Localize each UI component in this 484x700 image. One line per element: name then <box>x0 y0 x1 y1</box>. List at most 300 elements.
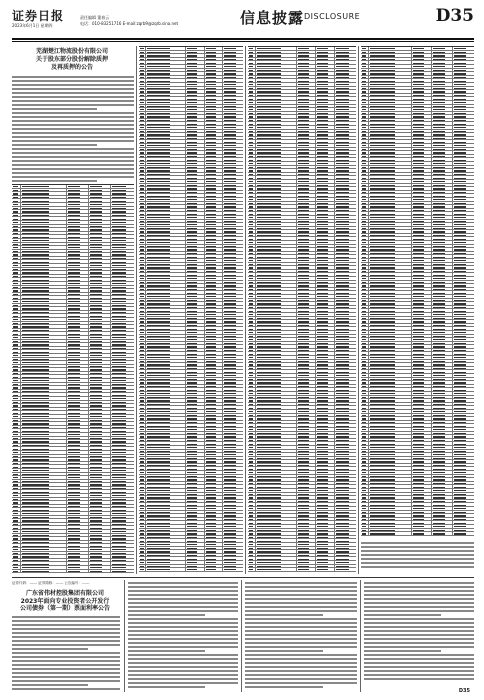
table-cell <box>205 489 224 492</box>
table-cell <box>12 429 21 432</box>
table-cell <box>223 313 243 316</box>
table-cell <box>186 467 205 470</box>
table-cell <box>335 543 356 546</box>
table-cell <box>369 115 412 118</box>
table-cell <box>139 144 146 147</box>
table-cell <box>335 288 356 291</box>
text-line <box>128 586 238 588</box>
table-cell <box>111 257 134 260</box>
table-cell <box>316 485 335 488</box>
table-cell <box>256 324 297 327</box>
table-cell <box>297 291 316 294</box>
table-cell <box>186 51 205 54</box>
table-cell <box>361 439 369 442</box>
table-cell <box>205 140 224 143</box>
table-cell <box>67 390 89 393</box>
table-cell <box>223 399 243 402</box>
table-cell <box>139 90 146 93</box>
table-cell <box>223 331 243 334</box>
table-cell <box>256 83 297 86</box>
table-cell <box>146 439 186 442</box>
table-cell <box>146 349 186 352</box>
table-cell <box>248 378 256 381</box>
table-cell <box>361 205 369 208</box>
table-cell <box>186 417 205 420</box>
table-cell <box>139 130 146 133</box>
table-cell <box>146 54 186 57</box>
table-cell <box>316 245 335 248</box>
table-cell <box>297 565 316 568</box>
table-cell <box>205 180 224 183</box>
table-cell <box>412 144 432 147</box>
table-cell <box>111 336 134 339</box>
text-line <box>361 558 474 560</box>
table-cell <box>223 543 243 546</box>
table-cell <box>316 529 335 532</box>
table-cell <box>186 317 205 320</box>
table-cell <box>146 245 186 248</box>
table-cell <box>205 162 224 165</box>
text-line <box>12 628 120 630</box>
table-cell <box>139 489 146 492</box>
table-cell <box>205 295 224 298</box>
table-cell <box>67 318 89 321</box>
text-line <box>12 636 120 638</box>
table-cell <box>316 191 335 194</box>
table-cell <box>369 140 412 143</box>
table-cell <box>223 388 243 391</box>
table-cell <box>248 83 256 86</box>
table-cell <box>361 61 369 64</box>
table-cell <box>21 271 67 274</box>
table-cell <box>453 320 474 323</box>
table-cell <box>223 101 243 104</box>
table-cell <box>223 162 243 165</box>
table-cell <box>223 180 243 183</box>
table-cell <box>223 482 243 485</box>
text-line <box>128 682 238 684</box>
table-cell <box>256 453 297 456</box>
table-cell <box>111 444 134 447</box>
table-cell <box>361 500 369 503</box>
table-cell <box>369 518 412 521</box>
table-cell <box>67 304 89 307</box>
table-cell <box>223 148 243 151</box>
table-cell <box>256 478 297 481</box>
table-cell <box>361 475 369 478</box>
table-cell <box>432 406 452 409</box>
table-cell <box>361 115 369 118</box>
table-cell <box>223 302 243 305</box>
table-cell <box>335 521 356 524</box>
table-cell <box>21 476 67 479</box>
table-cell <box>89 483 111 486</box>
table-cell <box>361 112 369 115</box>
table-cell <box>139 514 146 517</box>
table-cell <box>256 424 297 427</box>
table-cell <box>432 507 452 510</box>
table-cell <box>89 207 111 210</box>
table-cell <box>256 442 297 445</box>
table-cell <box>146 467 186 470</box>
table-cell <box>21 480 67 483</box>
table-cell <box>67 329 89 332</box>
table-cell <box>146 166 186 169</box>
table-cell <box>21 314 67 317</box>
table-cell <box>205 255 224 258</box>
table-cell <box>205 115 224 118</box>
table-cell <box>21 397 67 400</box>
table-cell <box>248 317 256 320</box>
table-cell <box>223 115 243 118</box>
table-cell <box>412 288 432 291</box>
table-cell <box>316 223 335 226</box>
table-cell <box>205 424 224 427</box>
table-cell <box>139 198 146 201</box>
table-cell <box>139 69 146 72</box>
table-cell <box>412 234 432 237</box>
table-cell <box>432 446 452 449</box>
table-cell <box>297 126 316 129</box>
top-headline-line: 及再质押的公告 <box>50 64 93 71</box>
table-cell <box>146 539 186 542</box>
table-cell <box>297 252 316 255</box>
table-cell <box>256 119 297 122</box>
table-cell <box>186 442 205 445</box>
table-cell <box>205 547 224 550</box>
table-cell <box>186 374 205 377</box>
table-cell <box>248 511 256 514</box>
table-cell <box>186 388 205 391</box>
table-cell <box>256 561 297 564</box>
table-cell <box>432 237 452 240</box>
table-cell <box>89 311 111 314</box>
table-cell <box>205 396 224 399</box>
table-cell <box>12 544 21 547</box>
table-cell <box>361 511 369 514</box>
table-cell <box>12 458 21 461</box>
table-cell <box>146 324 186 327</box>
table-cell <box>297 561 316 564</box>
table-cell <box>361 166 369 169</box>
text-line <box>128 582 238 584</box>
table-cell <box>256 61 297 64</box>
table-cell <box>453 140 474 143</box>
table-cell <box>335 245 356 248</box>
text-line <box>245 610 357 612</box>
table-cell <box>12 465 21 468</box>
table-cell <box>139 112 146 115</box>
text-line <box>128 678 238 680</box>
table-cell <box>67 253 89 256</box>
table-cell <box>453 180 474 183</box>
table-cell <box>412 216 432 219</box>
table-cell <box>67 225 89 228</box>
table-cell <box>12 447 21 450</box>
table-cell <box>248 532 256 535</box>
text-line <box>12 76 134 78</box>
table-cell <box>89 473 111 476</box>
table-cell <box>89 332 111 335</box>
table-cell <box>412 87 432 90</box>
table-cell <box>248 202 256 205</box>
table-cell <box>12 214 21 217</box>
table-cell <box>67 268 89 271</box>
table-cell <box>453 155 474 158</box>
table-cell <box>297 209 316 212</box>
table-cell <box>223 137 243 140</box>
table-cell <box>186 162 205 165</box>
table-cell <box>297 137 316 140</box>
table-cell <box>12 228 21 231</box>
table-cell <box>297 331 316 334</box>
table-cell <box>316 327 335 330</box>
table-cell <box>146 550 186 553</box>
table-cell <box>335 414 356 417</box>
table-cell <box>146 363 186 366</box>
table-cell <box>205 525 224 528</box>
table-cell <box>186 554 205 557</box>
text-line <box>245 662 357 664</box>
table-cell <box>223 363 243 366</box>
table-cell <box>316 536 335 539</box>
table-cell <box>361 295 369 298</box>
table-cell <box>186 58 205 61</box>
table-cell <box>12 329 21 332</box>
table-cell <box>21 512 67 515</box>
table-cell <box>335 133 356 136</box>
text-line <box>12 124 134 126</box>
table-cell <box>111 264 134 267</box>
table-cell <box>21 404 67 407</box>
table-cell <box>248 291 256 294</box>
table-cell <box>453 162 474 165</box>
text-line <box>12 112 134 114</box>
text-line <box>12 144 97 146</box>
table-cell <box>316 424 335 427</box>
table-cell <box>335 155 356 158</box>
table-cell <box>361 108 369 111</box>
table-cell <box>67 437 89 440</box>
table-cell <box>412 101 432 104</box>
table-cell <box>89 271 111 274</box>
table-cell <box>412 281 432 284</box>
table-cell <box>256 475 297 478</box>
table-cell <box>248 460 256 463</box>
table-cell <box>432 385 452 388</box>
table-cell <box>369 148 412 151</box>
table-cell <box>146 94 186 97</box>
table-cell <box>297 166 316 169</box>
table-cell <box>67 243 89 246</box>
table-cell <box>67 192 89 195</box>
table-cell <box>297 151 316 154</box>
table-cell <box>186 144 205 147</box>
table-cell <box>186 198 205 201</box>
table-cell <box>248 133 256 136</box>
table-cell <box>205 439 224 442</box>
table-cell <box>256 457 297 460</box>
table-cell <box>412 424 432 427</box>
table-cell <box>111 390 134 393</box>
table-cell <box>256 259 297 262</box>
table-cell <box>335 529 356 532</box>
table-cell <box>21 372 67 375</box>
table-cell <box>432 493 452 496</box>
table-cell <box>361 453 369 456</box>
table-cell <box>205 345 224 348</box>
table-cell <box>248 327 256 330</box>
table-cell <box>21 386 67 389</box>
table-cell <box>139 320 146 323</box>
table-cell <box>335 223 356 226</box>
table-cell <box>223 216 243 219</box>
table-cell <box>139 432 146 435</box>
table-cell <box>412 331 432 334</box>
table-cell <box>316 187 335 190</box>
table-cell <box>316 119 335 122</box>
table-cell <box>316 450 335 453</box>
table-cell <box>89 422 111 425</box>
table-cell <box>369 439 412 442</box>
table-cell <box>432 144 452 147</box>
table-cell <box>369 126 412 129</box>
table-cell <box>139 554 146 557</box>
table-cell <box>412 356 432 359</box>
text-line <box>12 688 120 690</box>
table-cell <box>453 212 474 215</box>
table-cell <box>146 356 186 359</box>
table-cell <box>89 455 111 458</box>
text-line <box>12 140 134 142</box>
table-cell <box>139 435 146 438</box>
table-cell <box>297 421 316 424</box>
table-cell <box>146 417 186 420</box>
table-cell <box>256 460 297 463</box>
table-cell <box>67 505 89 508</box>
text-line <box>245 642 357 644</box>
table-cell <box>335 381 356 384</box>
table-cell <box>361 507 369 510</box>
table-cell <box>432 252 452 255</box>
table-cell <box>453 349 474 352</box>
table-cell <box>248 421 256 424</box>
table-cell <box>21 415 67 418</box>
table-cell <box>335 446 356 449</box>
table-cell <box>335 349 356 352</box>
table-cell <box>361 227 369 230</box>
table-cell <box>335 561 356 564</box>
table-cell <box>316 237 335 240</box>
table-cell <box>111 246 134 249</box>
table-cell <box>21 232 67 235</box>
table-cell <box>111 221 134 224</box>
table-cell <box>186 299 205 302</box>
table-cell <box>21 401 67 404</box>
table-cell <box>412 489 432 492</box>
table-cell <box>412 191 432 194</box>
table-cell <box>146 557 186 560</box>
table-cell <box>453 439 474 442</box>
table-cell <box>316 47 335 50</box>
table-cell <box>432 450 452 453</box>
table-cell <box>21 458 67 461</box>
table-cell <box>89 350 111 353</box>
table-cell <box>21 257 67 260</box>
table-cell <box>146 532 186 535</box>
text-line <box>12 148 134 150</box>
table-cell <box>186 119 205 122</box>
table-cell <box>297 148 316 151</box>
table-cell <box>256 270 297 273</box>
table-cell <box>139 565 146 568</box>
table-cell <box>21 235 67 238</box>
table-cell <box>139 475 146 478</box>
table-cell <box>223 252 243 255</box>
table-cell <box>297 410 316 413</box>
table-row <box>248 568 356 572</box>
table-cell <box>256 162 297 165</box>
table-cell <box>412 507 432 510</box>
table-cell <box>21 437 67 440</box>
table-cell <box>369 144 412 147</box>
table-cell <box>67 203 89 206</box>
table-cell <box>205 130 224 133</box>
table-cell <box>12 562 21 565</box>
table-cell <box>89 404 111 407</box>
table-cell <box>67 185 89 188</box>
table-cell <box>21 490 67 493</box>
table-cell <box>89 490 111 493</box>
table-cell <box>369 105 412 108</box>
table-cell <box>453 108 474 111</box>
table-cell <box>12 455 21 458</box>
table-cell <box>412 385 432 388</box>
table-cell <box>297 158 316 161</box>
table-cell <box>297 144 316 147</box>
table-cell <box>21 318 67 321</box>
table-cell <box>139 309 146 312</box>
table-cell <box>361 277 369 280</box>
table-cell <box>335 475 356 478</box>
table-cell <box>432 227 452 230</box>
table-cell <box>256 148 297 151</box>
table-cell <box>412 396 432 399</box>
table-cell <box>453 367 474 370</box>
table-cell <box>111 340 134 343</box>
table-cell <box>223 309 243 312</box>
table-cell <box>453 331 474 334</box>
table-cell <box>256 302 297 305</box>
table-cell <box>67 196 89 199</box>
table-cell <box>453 446 474 449</box>
text-line <box>364 638 474 640</box>
table-cell <box>453 475 474 478</box>
table-cell <box>335 302 356 305</box>
table-cell <box>139 561 146 564</box>
table-cell <box>111 354 134 357</box>
table-cell <box>21 250 67 253</box>
bottom-headline-line: 2023年面向专业投资者公开发行 <box>20 597 110 605</box>
table-cell <box>89 264 111 267</box>
table-cell <box>297 414 316 417</box>
table-cell <box>12 501 21 504</box>
table-cell <box>335 378 356 381</box>
table-cell <box>146 230 186 233</box>
table-cell <box>316 478 335 481</box>
table-cell <box>369 223 412 226</box>
table-cell <box>248 126 256 129</box>
